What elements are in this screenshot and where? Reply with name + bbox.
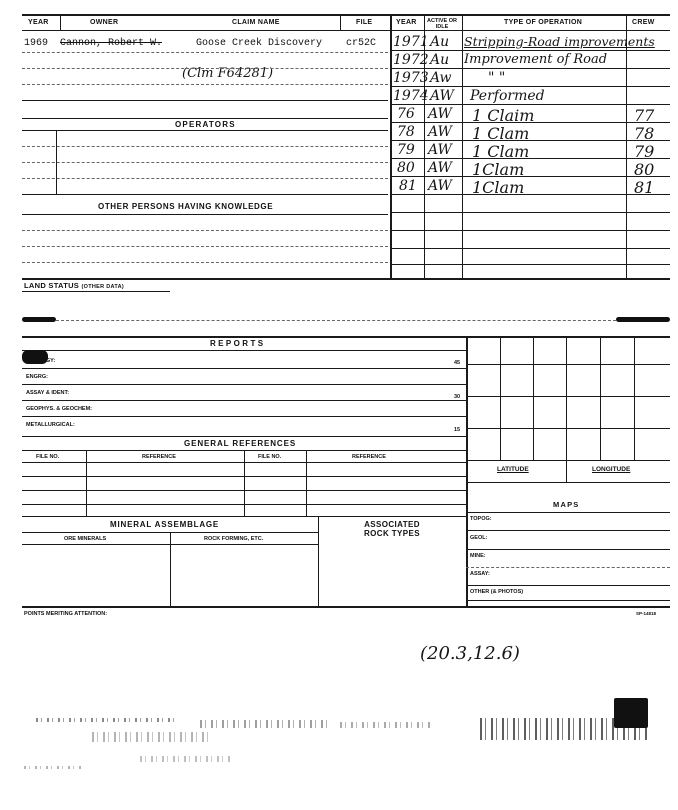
- activity-operation: 1 Clam: [472, 124, 530, 143]
- activity-year: 81: [399, 178, 417, 194]
- points-meriting-attention: POINTS MERITING ATTENTION:: [24, 611, 108, 617]
- activity-status: AW: [428, 124, 452, 140]
- header-year-2: YEAR: [396, 19, 417, 26]
- activity-status: Aw: [430, 70, 452, 86]
- claim-number: (Clm F64281): [182, 66, 274, 81]
- header-owner: OWNER: [90, 19, 119, 26]
- bottom-border: [22, 606, 670, 608]
- divider: [626, 14, 627, 278]
- row-line: [466, 460, 670, 461]
- row-line: [22, 146, 388, 147]
- row-line: [22, 246, 388, 247]
- claim-name: Goose Creek Discovery: [196, 38, 323, 49]
- ref-reference-header: REFERENCE: [142, 454, 176, 460]
- redaction-mark: [22, 317, 56, 322]
- scan-noise: [200, 720, 330, 728]
- activity-year: 76: [397, 106, 415, 122]
- activity-year: 79: [397, 142, 415, 158]
- report-code: 45: [454, 360, 461, 366]
- divider: [533, 336, 534, 460]
- mineral-top: [22, 516, 466, 517]
- row-line: [22, 230, 388, 231]
- activity-row-line: [390, 212, 670, 213]
- row-line: [22, 400, 466, 401]
- activity-status: AW: [428, 178, 452, 194]
- row-line: [466, 600, 670, 601]
- divider: [634, 336, 635, 460]
- reports-title: REPORTS: [210, 339, 266, 348]
- activity-row-line: [390, 248, 670, 249]
- claim-owner: Cannon, Robert W.: [60, 38, 163, 49]
- scan-blot: [614, 698, 648, 728]
- activity-row-line: [390, 68, 670, 69]
- activity-operation: 1Clam: [472, 178, 525, 197]
- divider: [600, 336, 601, 460]
- activity-row-line: [390, 176, 670, 177]
- report-code: 30: [454, 394, 461, 400]
- rock-forming-header: ROCK FORMING, ETC.: [204, 536, 264, 542]
- activity-operation: " ": [488, 70, 506, 86]
- divider: [86, 450, 87, 516]
- operators-title: OPERATORS: [175, 120, 236, 129]
- activity-year: 80: [397, 160, 415, 176]
- activity-year: 1973: [393, 70, 429, 86]
- divider: [500, 336, 501, 460]
- maps-underline: [466, 512, 670, 513]
- activity-status: Au: [430, 52, 450, 68]
- divider: [462, 14, 463, 278]
- divider: [60, 14, 61, 30]
- divider: [466, 336, 468, 606]
- maps-item: TOPOG:: [470, 516, 492, 522]
- row-line: [56, 320, 616, 321]
- header-year: YEAR: [28, 19, 49, 26]
- claim-file: cr52C: [346, 38, 377, 49]
- header-underline: [22, 30, 670, 31]
- activity-status: AW: [428, 160, 452, 176]
- row-line: [466, 549, 670, 550]
- report-label: ASSAY & IDENT:: [26, 390, 70, 396]
- activity-row-line: [390, 194, 670, 195]
- row-line: [466, 364, 670, 365]
- divider: [566, 336, 567, 460]
- activity-status: AW: [428, 106, 452, 122]
- land-status-underline: [22, 291, 170, 292]
- divider: [244, 450, 245, 516]
- divider: [318, 516, 319, 606]
- row-line: [22, 416, 466, 417]
- redaction-mark: [616, 317, 670, 322]
- activity-year: 1971: [393, 34, 429, 50]
- maps-title: MAPS: [553, 500, 580, 509]
- activity-operation: 1Clam: [472, 160, 525, 179]
- row-line: [22, 84, 388, 85]
- row-line: [466, 567, 670, 568]
- ref-file-no-header: FILE NO.: [36, 454, 60, 460]
- divider: [566, 460, 567, 482]
- references-top: [22, 436, 466, 437]
- top-border: [22, 14, 670, 16]
- row-line: [466, 396, 670, 397]
- maps-item: OTHER (& PHOTOS): [470, 589, 524, 595]
- row-line: [466, 428, 670, 429]
- latitude-label: LATITUDE: [497, 466, 529, 473]
- ref-reference-header: REFERENCE: [352, 454, 386, 460]
- activity-year: 1972: [393, 52, 429, 68]
- mineral-assemblage-title: MINERAL ASSEMBLAGE: [110, 520, 220, 529]
- longitude-label: LONGITUDE: [592, 466, 631, 473]
- row-line: [22, 162, 388, 163]
- land-status-top: [22, 278, 670, 280]
- activity-operation: Improvement of Road: [464, 52, 608, 67]
- activity-row-line: [390, 140, 670, 141]
- activity-crew: 81: [634, 178, 655, 197]
- maps-item: GEOL:: [470, 535, 488, 541]
- activity-crew: 77: [634, 106, 655, 125]
- row-line: [466, 585, 670, 586]
- scan-noise: [340, 722, 430, 728]
- row-line: [22, 52, 388, 53]
- row-line: [22, 100, 388, 101]
- divider: [390, 14, 392, 278]
- divider: [56, 130, 57, 194]
- scan-noise: [92, 732, 212, 742]
- land-status-label: LAND STATUS: [24, 281, 80, 290]
- activity-status: Au: [430, 34, 450, 50]
- claim-year: 1969: [24, 38, 49, 49]
- report-label: GEOPHYS. & GEOCHEM:: [26, 406, 93, 412]
- other-persons-underline: [22, 214, 388, 215]
- row-line: [22, 262, 388, 263]
- activity-year: 78: [397, 124, 415, 140]
- reports-top: [22, 336, 670, 338]
- operators-top: [22, 118, 388, 119]
- activity-crew: 80: [634, 160, 655, 179]
- activity-row-line: [390, 104, 670, 105]
- row-line: [22, 68, 388, 69]
- activity-operation: 1 Claim: [472, 106, 535, 125]
- header-active-or-idle: ACTIVE OR IDLE: [427, 18, 457, 30]
- reports-underline: [22, 350, 466, 351]
- row-line: [22, 368, 466, 369]
- report-label: GEOLOGY:: [26, 358, 56, 364]
- activity-crew: 79: [634, 142, 655, 161]
- header-crew: CREW: [632, 19, 655, 26]
- activity-row-line: [390, 230, 670, 231]
- activity-crew: 78: [634, 124, 655, 143]
- activity-operation: 1 Clam: [472, 142, 530, 161]
- scan-noise: [140, 756, 230, 762]
- header-claim-name: CLAIM NAME: [232, 19, 280, 26]
- activity-row-line: [390, 50, 670, 51]
- report-code: 15: [454, 427, 461, 433]
- row-line: [22, 178, 388, 179]
- report-label: ENGRG:: [26, 374, 48, 380]
- header-type-of-operation: TYPE OF OPERATION: [504, 19, 583, 26]
- activity-row-line: [390, 158, 670, 159]
- form-number: SP-14818: [636, 611, 657, 616]
- activity-row-line: [390, 86, 670, 87]
- ore-minerals-header: ORE MINERALS: [64, 536, 107, 542]
- maps-item: ASSAY:: [470, 571, 490, 577]
- associated-rock-types-title: ASSOCIATED ROCK TYPES: [363, 520, 420, 538]
- other-persons-title: OTHER PERSONS HAVING KNOWLEDGE: [98, 202, 274, 211]
- activity-operation: Performed: [470, 88, 545, 104]
- divider: [306, 450, 307, 516]
- activity-operation: Stripping-Road improvements: [464, 34, 655, 49]
- report-label: METALLURGICAL:: [26, 422, 75, 428]
- row-line: [22, 544, 318, 545]
- land-status-sub: (OTHER DATA): [81, 284, 124, 290]
- general-references-title: GENERAL REFERENCES: [184, 439, 297, 448]
- row-line: [22, 384, 466, 385]
- activity-status: AW: [428, 142, 452, 158]
- land-status-title: [24, 281, 124, 290]
- handwritten-annotation: (20.3,12.6): [420, 643, 520, 664]
- divider: [340, 14, 341, 30]
- activity-row-line: [390, 264, 670, 265]
- scan-noise: [36, 718, 176, 722]
- maps-item: MINE:: [470, 553, 486, 559]
- row-line: [466, 482, 670, 483]
- activity-status: AW: [430, 88, 454, 104]
- row-line: [466, 530, 670, 531]
- operators-underline: [22, 130, 388, 131]
- scan-noise: [24, 766, 84, 769]
- header-file: FILE: [356, 19, 373, 26]
- ref-file-no-header: FILE NO.: [258, 454, 282, 460]
- row-line: [22, 194, 388, 195]
- activity-year: 1974: [393, 88, 429, 104]
